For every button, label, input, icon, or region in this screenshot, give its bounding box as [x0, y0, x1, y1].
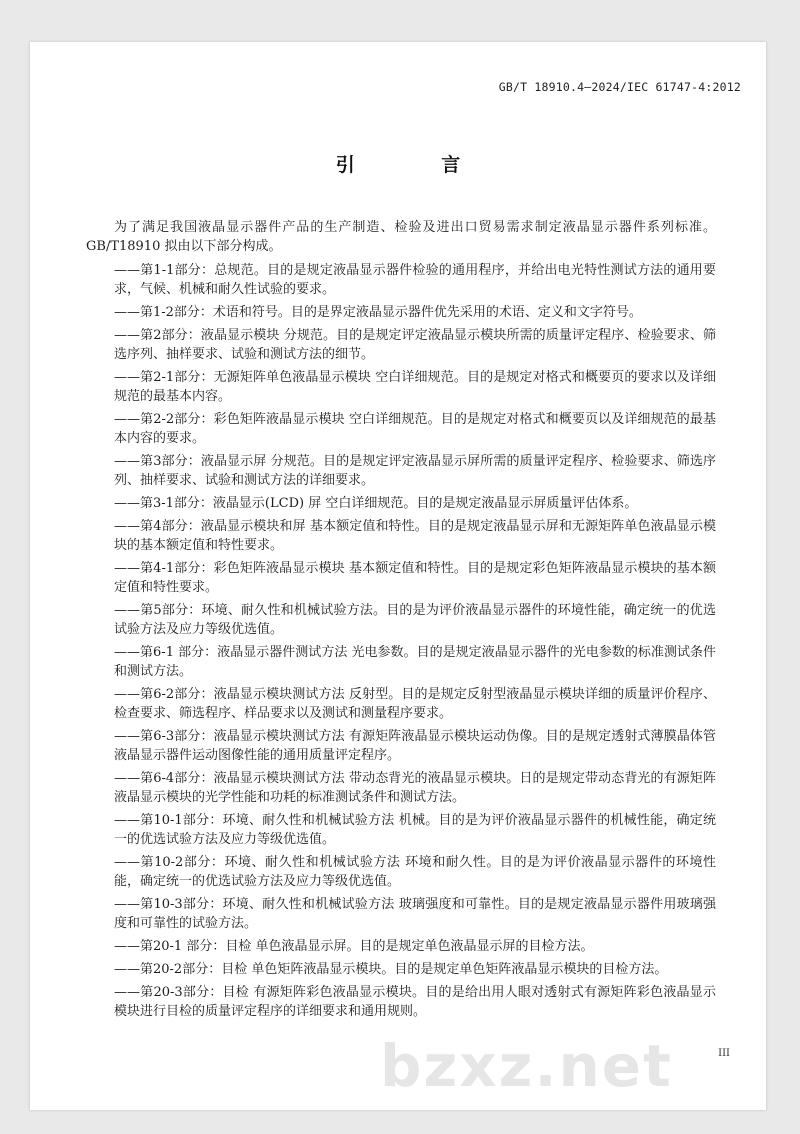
list-dash: —— — [114, 897, 140, 912]
list-dash: —— — [114, 687, 140, 702]
page-number: III — [718, 1048, 730, 1059]
watermark: bzxz.net — [380, 1032, 673, 1100]
part-description: 第10-3部分：环境、耐久性和机械试验方法 玻璃强度和可靠性。目的是规定液晶显示器件用玻璃强度和可靠性的试验方法。 — [114, 897, 716, 931]
list-dash: —— — [114, 813, 140, 828]
list-dash: —— — [114, 370, 140, 385]
list-dash: —— — [114, 962, 140, 977]
part-description: 第1-1部分：总规范。目的是规定液晶显示器件检验的通用程序，并给出电光特性测试方法的通用要求，气候、机械和耐久性试验的要求。 — [114, 263, 716, 297]
list-dash: —— — [114, 645, 140, 660]
part-item — [86, 452, 716, 490]
part-item — [86, 494, 716, 513]
list-dash: —— — [114, 496, 140, 511]
part-item — [86, 410, 716, 448]
intro-paragraph: 为了满足我国液晶显示器件产品的生产制造、检验及进出口贸易需求制定液晶显示器件系列标准。GB/T18910 拟由以下部分构成。 — [86, 220, 716, 254]
part-description: 第20-2部分：目检 单色矩阵液晶显示模块。目的是规定单色矩阵液晶显示模块的目检方法。 — [140, 962, 668, 977]
part-description: 第3部分：液晶显示屏 分规范。目的是规定评定液晶显示屏所需的质量评定程序、检验要求、筛选序列、抽样要求、试验和测试方法的详细要求。 — [114, 454, 716, 488]
part-description: 第10-2部分：环境、耐久性和机械试验方法 环境和耐久性。目的是为评价液晶显示器件的环境性能，确定统一的优选试验方法及应力等级优选值。 — [114, 855, 716, 889]
part-item — [86, 769, 716, 807]
part-item — [86, 303, 716, 322]
part-description: 第6-3部分：液晶显示模块测试方法 有源矩阵液晶显示模块运动伪像。目的是规定透射式薄膜晶体管液晶显示器件运动图像性能的通用质量评定程序。 — [114, 729, 716, 763]
part-description: 第6-4部分：液晶显示模块测试方法 带动态背光的液晶显示模块。日的是规定带动态背光的有源矩阵液晶显示模块的光学性能和功耗的标准测试条件和测试方法。 — [114, 771, 716, 805]
part-item — [86, 983, 716, 1021]
document-page — [30, 42, 766, 1110]
part-item — [86, 895, 716, 933]
part-description: 第4-1部分：彩色矩阵液晶显示模块 基本额定值和特性。目的是规定彩色矩阵液晶显示模块的基本额定值和特性要求。 — [114, 561, 716, 595]
part-item — [86, 559, 716, 597]
part-item — [86, 727, 716, 765]
part-description: 第20-1 部分：目检 单色液晶显示屏。目的是规定单色液晶显示屏的目检方法。 — [140, 939, 594, 954]
part-description: 第6-1 部分：液晶显示器件测试方法 光电参数。目的是规定液晶显示器件的光电参数的标准测试条件和测试方法。 — [114, 645, 716, 679]
part-description: 第2-1部分：无源矩阵单色液晶显示模块 空白详细规范。目的是规定对格式和概要页的要求以及详细规范的最基本内容。 — [114, 370, 716, 404]
part-description: 第2-2部分：彩色矩阵液晶显示模块 空白详细规范。目的是规定对格式和概要页以及详细规范的最基本内容的要求。 — [114, 412, 716, 446]
list-dash: —— — [114, 412, 140, 427]
section-heading: 引 言 — [335, 154, 501, 176]
part-item — [86, 960, 716, 979]
list-dash: —— — [114, 603, 140, 618]
parts-list — [86, 261, 716, 1021]
list-dash: —— — [114, 985, 140, 1000]
list-dash: —— — [114, 561, 140, 576]
list-dash: —— — [114, 855, 140, 870]
list-dash: —— — [114, 263, 140, 278]
list-dash: —— — [114, 328, 140, 343]
part-item — [86, 811, 716, 849]
part-item — [86, 643, 716, 681]
part-item — [86, 517, 716, 555]
list-dash: —— — [114, 305, 140, 320]
part-item — [86, 326, 716, 364]
part-description: 第2部分：液晶显示模块 分规范。目的是规定评定液晶显示模块所需的质量评定程序、检验要求、筛选序列、抽样要求、试验和测试方法的细节。 — [114, 328, 716, 362]
part-description: 第1-2部分：术语和符号。目的是界定液晶显示器件优先采用的术语、定义和文字符号。 — [140, 305, 642, 320]
part-description: 第10-1部分：环境、耐久性和机械试验方法 机械。目的是为评价液晶显示器件的机械性能，确定统一的优选试验方法及应力等级优选值。 — [114, 813, 716, 847]
standard-code: GB/T 18910.4—2024/IEC 61747-4:2012 — [498, 80, 741, 94]
part-item — [86, 601, 716, 639]
part-item — [86, 685, 716, 723]
part-description: 第4部分：液晶显示模块和屏 基本额定值和特性。目的是规定液晶显示屏和无源矩阵单色液晶显示模块的基本额定值和特性要求。 — [114, 519, 716, 553]
part-item — [86, 261, 716, 299]
body-text — [86, 218, 716, 1025]
list-dash: —— — [114, 519, 140, 534]
part-description: 第5部分：环境、耐久性和机械试验方法。目的是为评价液晶显示器件的环境性能，确定统一的优选试验方法及应力等级优选值。 — [114, 603, 716, 637]
part-item — [86, 937, 716, 956]
part-item — [86, 853, 716, 891]
list-dash: —— — [114, 939, 140, 954]
list-dash: —— — [114, 771, 140, 786]
part-description: 第20-3部分：目检 有源矩阵彩色液晶显示模块。目的是给出用人眼对透射式有源矩阵彩色液晶显示模块进行目检的质量评定程序的详细要求和通用规则。 — [114, 985, 716, 1019]
list-dash: —— — [114, 454, 140, 469]
part-item — [86, 368, 716, 406]
list-dash: —— — [114, 729, 140, 744]
part-description: 第3-1部分：液晶显示(LCD) 屏 空白详细规范。目的是规定液晶显示屏质量评估体系。 — [140, 496, 638, 511]
part-description: 第6-2部分：液晶显示模块测试方法 反射型。目的是规定反射型液晶显示模块详细的质量评价程序、检查要求、筛选程序、样品要求以及测试和测量程序要求。 — [114, 687, 716, 721]
